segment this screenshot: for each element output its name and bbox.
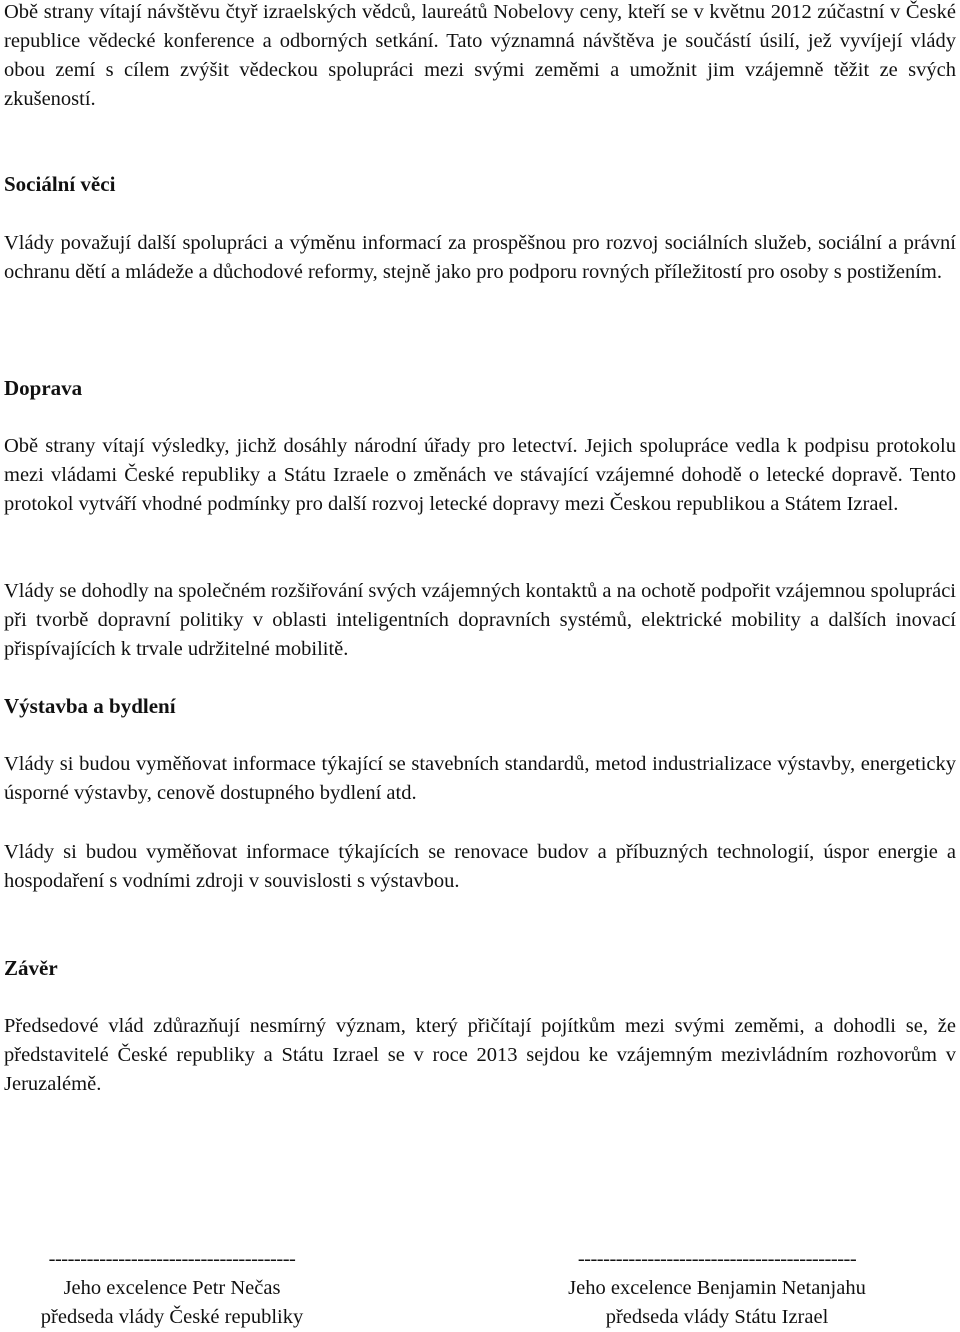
social-paragraph: Vlády považují další spolupráci a výměnu informací za prospěšnou pro rozvoj sociálních služeb, sociální a právní ochranu dětí a mládeže a důchodové reformy, stejně jako pro podporu rovných příležitostí pro osoby s postižením. xyxy=(4,232,956,283)
section-heading-social: Sociální věci xyxy=(4,172,116,196)
transport-paragraph-1: Obě strany vítají výsledky, jichž dosáhly národní úřady pro letectví. Jejich spolupráce vedla k podpisu protokolu mezi vládami České republiky a Státu Izraele o změnách ve stávající vzájemné dohodě o letecké dopravě. Tento protokol vytváří vhodné podmínky pro další rozvoj letecké dopravy mezi Českou republikou a Státem Izrael. xyxy=(4,435,956,515)
intro-paragraph: Obě strany vítají návštěvu čtyř izraelských vědců, laureátů Nobelovy ceny, kteří se v květnu 2012 zúčastní v České republice vědecké konference a odborných setkání. Tato významná návštěva je součástí úsilí, jež vyvíjejí vlády obou zemí s cílem zvýšit vědeckou spolupráci mezi svými zeměmi a umožnit jim vzájemně těžit ze svých zkušeností. xyxy=(4,1,956,110)
section-heading-conclusion: Závěr xyxy=(4,956,58,980)
signatory-title-left: předseda vlády České republiky xyxy=(40,1306,304,1328)
transport-paragraph-2: Vlády se dohodly na společném rozšiřování svých vzájemných kontaktů a na ochotě podpořit vzájemnou spolupráci při tvorbě dopravní politiky v oblasti inteligentních dopravních systémů, elektrické mobility a dalších inovací přispívajících k trvale udržitelné mobilitě. xyxy=(4,580,956,660)
conclusion-paragraph: Předsedové vlád zdůrazňují nesmírný význam, který přičítají pojítkům mezi svými zeměmi, a dohodli se, že představitelé České republiky a Státu Izrael se v roce 2013 sejdou ke vzájemným mezivládním rozhovorům v Jeruzalémě. xyxy=(4,1015,956,1095)
signatory-name-right: Jeho excelence Benjamin Netanjahu xyxy=(568,1277,866,1299)
construction-paragraph-2: Vlády si budou vyměňovat informace týkajících se renovace budov a příbuzných technologií, úspor energie a hospodaření s vodními zdroji v souvislosti s výstavbou. xyxy=(4,841,956,892)
signature-line-left: --------------------------------------- xyxy=(48,1248,296,1270)
construction-paragraph-1: Vlády si budou vyměňovat informace týkající se stavebních standardů, metod industrializace výstavby, energeticky úsporné výstavby, cenově dostupného bydlení atd. xyxy=(4,753,956,804)
section-heading-construction: Výstavba a bydlení xyxy=(4,694,176,718)
signatory-name-left: Jeho excelence Petr Nečas xyxy=(63,1277,281,1299)
signature-block-left xyxy=(4,1245,340,1332)
signature-block-right xyxy=(528,1245,906,1332)
section-heading-transport: Doprava xyxy=(4,376,83,400)
signature-line-right: -------------------------------------------- xyxy=(577,1248,857,1270)
signatory-title-right: předseda vlády Státu Izrael xyxy=(605,1306,829,1328)
